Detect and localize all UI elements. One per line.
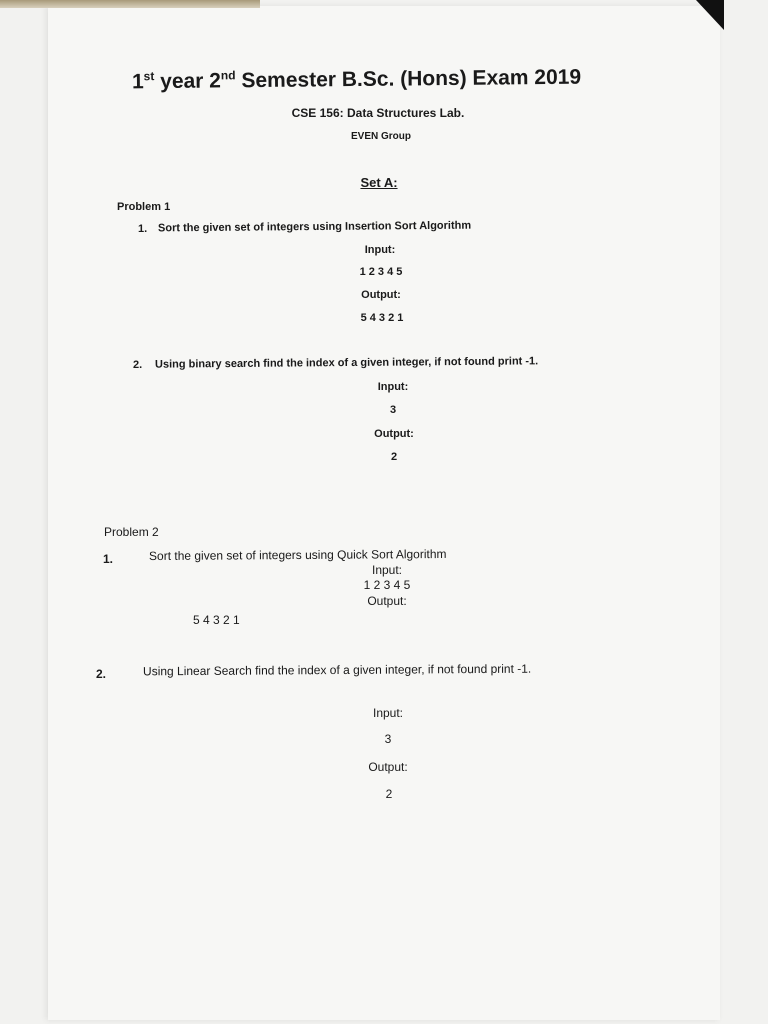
p1-q2-output-value: 2 [390, 451, 398, 463]
p1-q2-output-label: Output: [374, 428, 414, 440]
p2-q2-output-value: 2 [385, 787, 393, 801]
p2-q1-input-label: Input: [371, 563, 403, 577]
background-strip [0, 0, 260, 8]
set-heading: Set A: [360, 175, 398, 190]
problem-2-heading: Problem 2 [104, 525, 159, 539]
p1-q2-text: Using binary search find the index of a given integer, if not found print -1. [154, 355, 539, 371]
p2-q2-output-label: Output: [368, 760, 408, 774]
p1-q1-output-label: Output: [361, 289, 401, 301]
p2-q1-input-value: 1 2 3 4 5 [363, 578, 411, 592]
p1-q1-output-value: 5 4 3 2 1 [360, 312, 404, 324]
p1-q1-input-value: 1 2 3 4 5 [359, 266, 403, 278]
p2-q2-input-label: Input: [372, 706, 404, 720]
p2-q2-text: Using Linear Search find the index of a given integer, if not found print -1. [142, 661, 532, 679]
p2-q2-input-value: 3 [384, 732, 392, 746]
p1-q2-input-label: Input: [377, 381, 409, 393]
p2-q1-text: Sort the given set of integers using Quick Sort Algorithm [148, 546, 447, 564]
p1-q1-text: Sort the given set of integers using Insertion Sort Algorithm [157, 219, 472, 235]
exam-title: 1st year 2nd Semester B.Sc. (Hons) Exam 2019 [131, 65, 582, 94]
course-title: CSE 156: Data Structures Lab. [291, 106, 465, 120]
p2-q1-number: 1. [103, 552, 114, 566]
p1-q2-number: 2. [133, 359, 143, 371]
p2-q1-output-value: 5 4 3 2 1 [193, 613, 240, 627]
p1-q1-number: 1. [138, 223, 148, 235]
p2-q2-number: 2. [96, 667, 107, 681]
page-corner [696, 0, 724, 30]
p1-q1-input-label: Input: [364, 244, 396, 256]
paper-sheet [48, 6, 720, 1020]
group-label: EVEN Group [350, 131, 411, 142]
problem-1-heading: Problem 1 [117, 201, 171, 213]
p1-q2-input-value: 3 [389, 404, 397, 416]
p2-q1-output-label: Output: [367, 594, 407, 608]
